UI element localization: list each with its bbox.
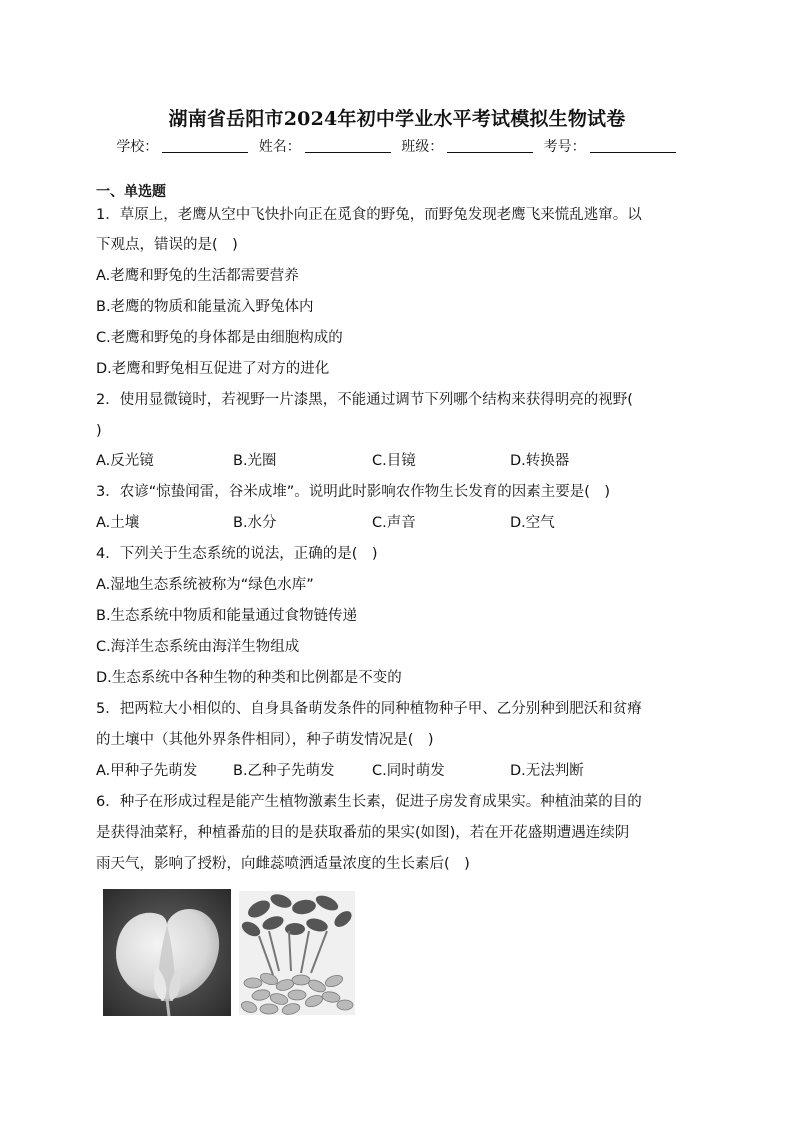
name-label: 姓名： bbox=[258, 139, 301, 155]
section-heading: 一、单选题 bbox=[96, 184, 166, 200]
question-4-option-c: C.海洋生态系统由海洋生物组成 bbox=[96, 639, 300, 655]
question-1-option-c: C.老鹰和野兔的身体都是由细胞构成的 bbox=[96, 330, 343, 346]
class-label: 班级： bbox=[401, 139, 444, 155]
question-2-option-a: A.反光镜 bbox=[96, 453, 154, 469]
question-5-option-c: C.同时萌发 bbox=[372, 763, 445, 779]
number-label: 考号： bbox=[543, 139, 586, 155]
question-3-option-c: C.声音 bbox=[372, 515, 416, 531]
question-6-text: 6．种子在形成过程是能产生植物激素生长素，促进子房发育成果实。种植油菜的目的 bbox=[96, 794, 642, 810]
student-info-line bbox=[0, 136, 794, 156]
question-3-option-a: A.土壤 bbox=[96, 515, 140, 531]
question-3-option-b: B.水分 bbox=[233, 515, 277, 531]
question-2-text: 2．使用显微镜时，若视野一片漆黑，不能通过调节下列哪个结构来获得明亮的视野( bbox=[96, 392, 633, 408]
question-3-text: 3．农谚“惊蛰闻雷，谷米成堆”。说明此时影响农作物生长发育的因素主要是( ) bbox=[96, 484, 611, 500]
question-1-text: 1．草原上，老鹰从空中飞快扑向正在觅食的野兔，而野兔发现老鹰飞来慌乱逃窜。以 bbox=[96, 207, 642, 223]
question-4-option-b: B.生态系统中物质和能量通过食物链传递 bbox=[96, 608, 358, 624]
school-label: 学校： bbox=[116, 139, 159, 155]
name-blank[interactable] bbox=[305, 152, 391, 153]
question-5-option-a: A.甲种子先萌发 bbox=[96, 763, 198, 779]
peanut-plant-photo bbox=[239, 891, 355, 1015]
question-1-option-a: A.老鹰和野兔的生活都需要营养 bbox=[96, 268, 299, 284]
question-3-options bbox=[96, 513, 696, 533]
question-5-text: 5．把两粒大小相似的、自身具备萌发条件的同种植物种子甲、乙分别种到肥沃和贫瘠 bbox=[96, 701, 642, 717]
question-2-option-c: C.目镜 bbox=[372, 453, 416, 469]
question-3-option-d: D.空气 bbox=[510, 515, 555, 531]
number-blank[interactable] bbox=[590, 152, 676, 153]
question-4-text: 4．下列关于生态系统的说法，正确的是( ) bbox=[96, 546, 378, 562]
school-blank[interactable] bbox=[162, 152, 248, 153]
question-5-text-cont: 的土壤中（其他外界条件相同），种子萌发情况是( ) bbox=[96, 732, 434, 748]
question-1-text-cont: 下观点，错误的是( ) bbox=[96, 237, 238, 253]
flower-photo bbox=[103, 889, 231, 1016]
question-2-options bbox=[96, 451, 696, 471]
question-2-option-b: B.光圈 bbox=[233, 453, 277, 469]
page-title: 湖南省岳阳市2024年初中学业水平考试模拟生物试卷 bbox=[168, 108, 626, 130]
class-blank[interactable] bbox=[447, 152, 533, 153]
question-5-option-d: D.无法判断 bbox=[510, 763, 584, 779]
question-2-text-cont: ) bbox=[96, 423, 102, 439]
question-2-option-d: D.转换器 bbox=[510, 453, 570, 469]
question-1-option-d: D.老鹰和野兔相互促进了对方的进化 bbox=[96, 361, 330, 377]
question-6-text-cont-2: 雨天气，影响了授粉，向雌蕊喷洒适量浓度的生长素后( ) bbox=[96, 856, 470, 872]
question-1-option-b: B.老鹰的物质和能量流入野兔体内 bbox=[96, 299, 314, 315]
question-4-option-a: A.湿地生态系统被称为“绿色水库” bbox=[96, 577, 314, 593]
question-5-options bbox=[96, 761, 696, 781]
question-5-option-b: B.乙种子先萌发 bbox=[233, 763, 335, 779]
question-4-option-d: D.生态系统中各种生物的种类和比例都是不变的 bbox=[96, 670, 402, 686]
question-6-text-cont: 是获得油菜籽，种植番茄的目的是获取番茄的果实(如图)，若在开花盛期遭遇连续阴 bbox=[96, 825, 630, 841]
